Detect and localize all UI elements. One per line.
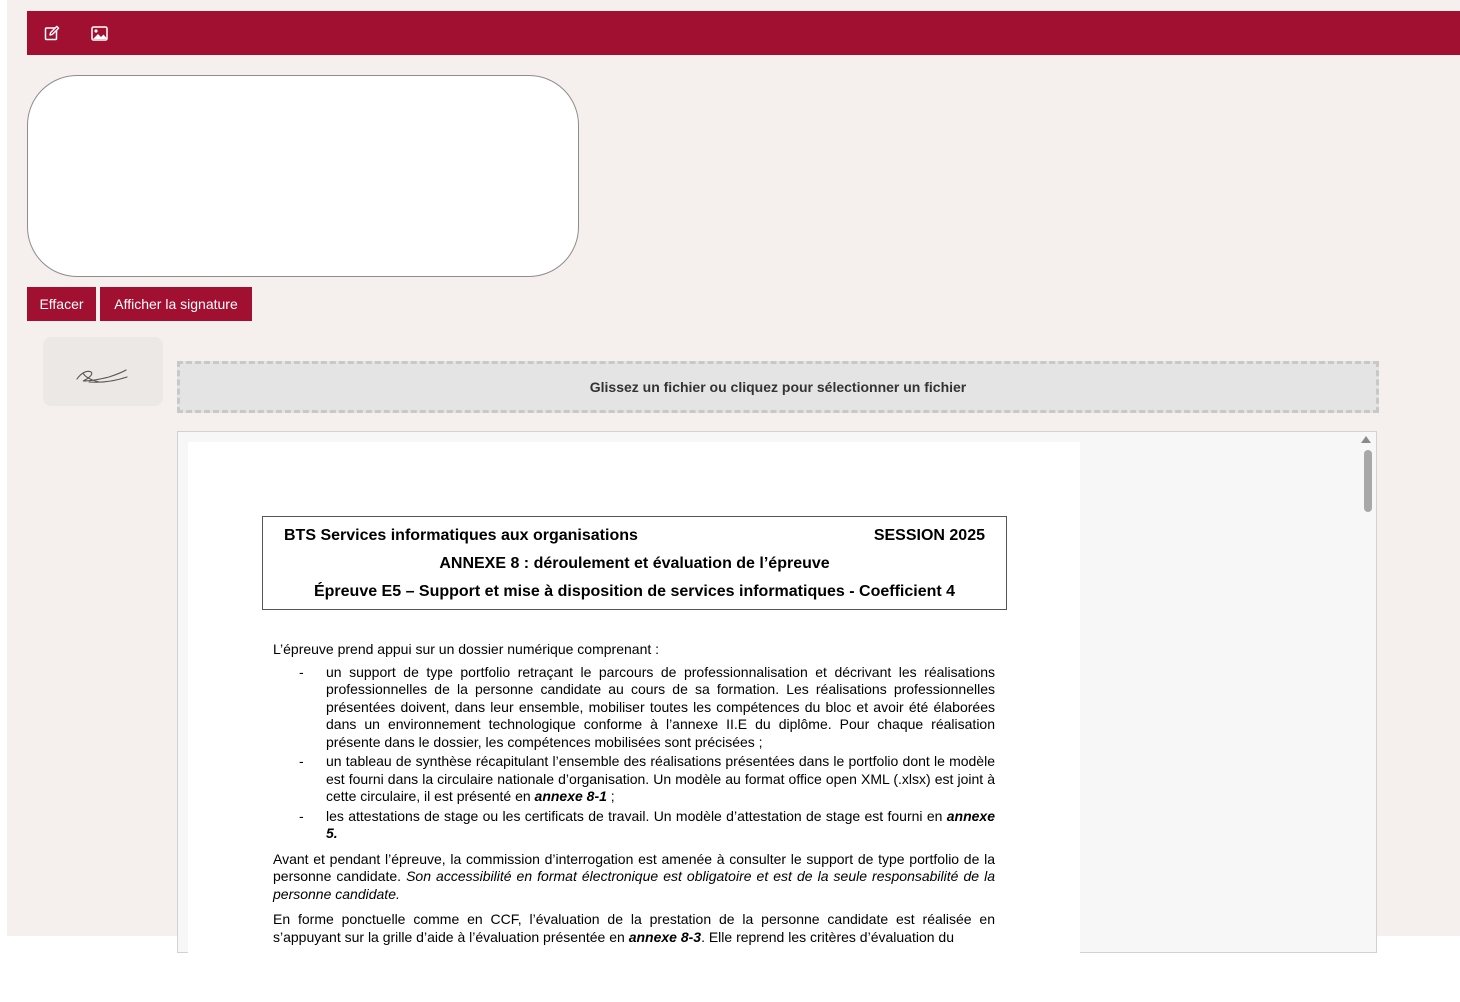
bullet-end: ;: [606, 788, 615, 804]
paragraph-italic: Son accessibilité en format électronique est obligatoire et est de la seule responsabilité de la personne candidate.: [273, 868, 995, 902]
annex-reference: annexe 5.: [326, 807, 995, 841]
paragraph-end: . Elle reprend les critères d’évaluation du: [701, 928, 954, 945]
bullet-dash: -: [299, 753, 304, 769]
intro-paragraph: L’épreuve prend appui sur un dossier numérique comprenant :: [273, 641, 660, 657]
paragraph: [273, 851, 995, 904]
document-page: [188, 442, 1080, 1002]
list-item: [273, 808, 995, 843]
toolbar: [27, 11, 1460, 55]
bullet-text: les attestations de stage ou les certificats de travail. Un modèle d’attestation de stage est fourni en: [326, 807, 947, 824]
paragraph-text: Avant et pendant l’épreuve, la commission d’interrogation est amenée à consulter le support de type portfolio de la personne candidate.: [273, 850, 995, 884]
bullet-text: un support de type portfolio retraçant le parcours de professionnalisation et décrivant les réalisations professionnelles de la personne candidate au cours de sa formation. Les réalisations professionnelles présentées doivent, dans leur ensemble, mobiliser toutes les compétences du bloc et avoir été élaborées dans un environnement technologique conforme à l’annexe II.E du diplôme. Pour chaque réalisation présente dans le dossier, les compétences mobilisées sont précisées ;: [326, 663, 995, 750]
document-body: [273, 641, 995, 946]
header-exam-title: Épreuve E5 – Support et mise à disposition de services informatiques - Coefficient 4: [313, 583, 956, 600]
bullet-text: un tableau de synthèse récapitulant l’ensemble des réalisations présentées dans le portfolio dont le modèle est fourni dans la circulaire nationale d’organisation. Un modèle au format office open XML (.xlsx) est joint à cette circulaire, il est présenté en: [326, 753, 995, 804]
edit-signature-button[interactable]: [41, 22, 63, 44]
file-dropzone[interactable]: [177, 361, 1379, 413]
clear-signature-button[interactable]: Effacer: [27, 287, 96, 321]
header-program: BTS Services informatiques aux organisations: [284, 527, 638, 544]
list-item: [273, 664, 995, 752]
signature-canvas[interactable]: [27, 75, 579, 277]
dropzone-label: Glissez un fichier ou cliquez pour sélectionner un fichier: [589, 379, 967, 395]
image-icon: [91, 26, 108, 41]
pencil-square-icon: [44, 25, 60, 41]
paragraph: [273, 911, 995, 946]
signature-panel: [7, 0, 1460, 945]
signature-preview-image: [43, 337, 163, 406]
scroll-up-arrow[interactable]: [1361, 436, 1371, 443]
annex-reference: annexe 8-3: [628, 928, 702, 945]
show-signature-button[interactable]: Afficher la signature: [100, 287, 252, 321]
bullet-dash: -: [299, 663, 304, 680]
document-header-box: [262, 516, 1007, 610]
upload-image-button[interactable]: [88, 22, 110, 44]
annex-reference: annexe 8-1: [534, 788, 607, 804]
paragraph-text: En forme ponctuelle comme en CCF, l’évaluation de la prestation de la personne candidate est réalisée en s’appuyant sur la grille d’aide à l’évaluation présentée en: [273, 911, 995, 945]
header-annex-title: ANNEXE 8 : déroulement et évaluation de l’épreuve: [439, 555, 830, 572]
header-session: SESSION 2025: [873, 527, 985, 544]
bullet-list: [273, 664, 995, 843]
bullet-dash: -: [299, 807, 304, 824]
list-item: [273, 753, 995, 806]
scrollbar-thumb[interactable]: [1364, 450, 1372, 512]
document-viewer[interactable]: [177, 431, 1377, 953]
signature-thumbnail[interactable]: [43, 337, 163, 406]
